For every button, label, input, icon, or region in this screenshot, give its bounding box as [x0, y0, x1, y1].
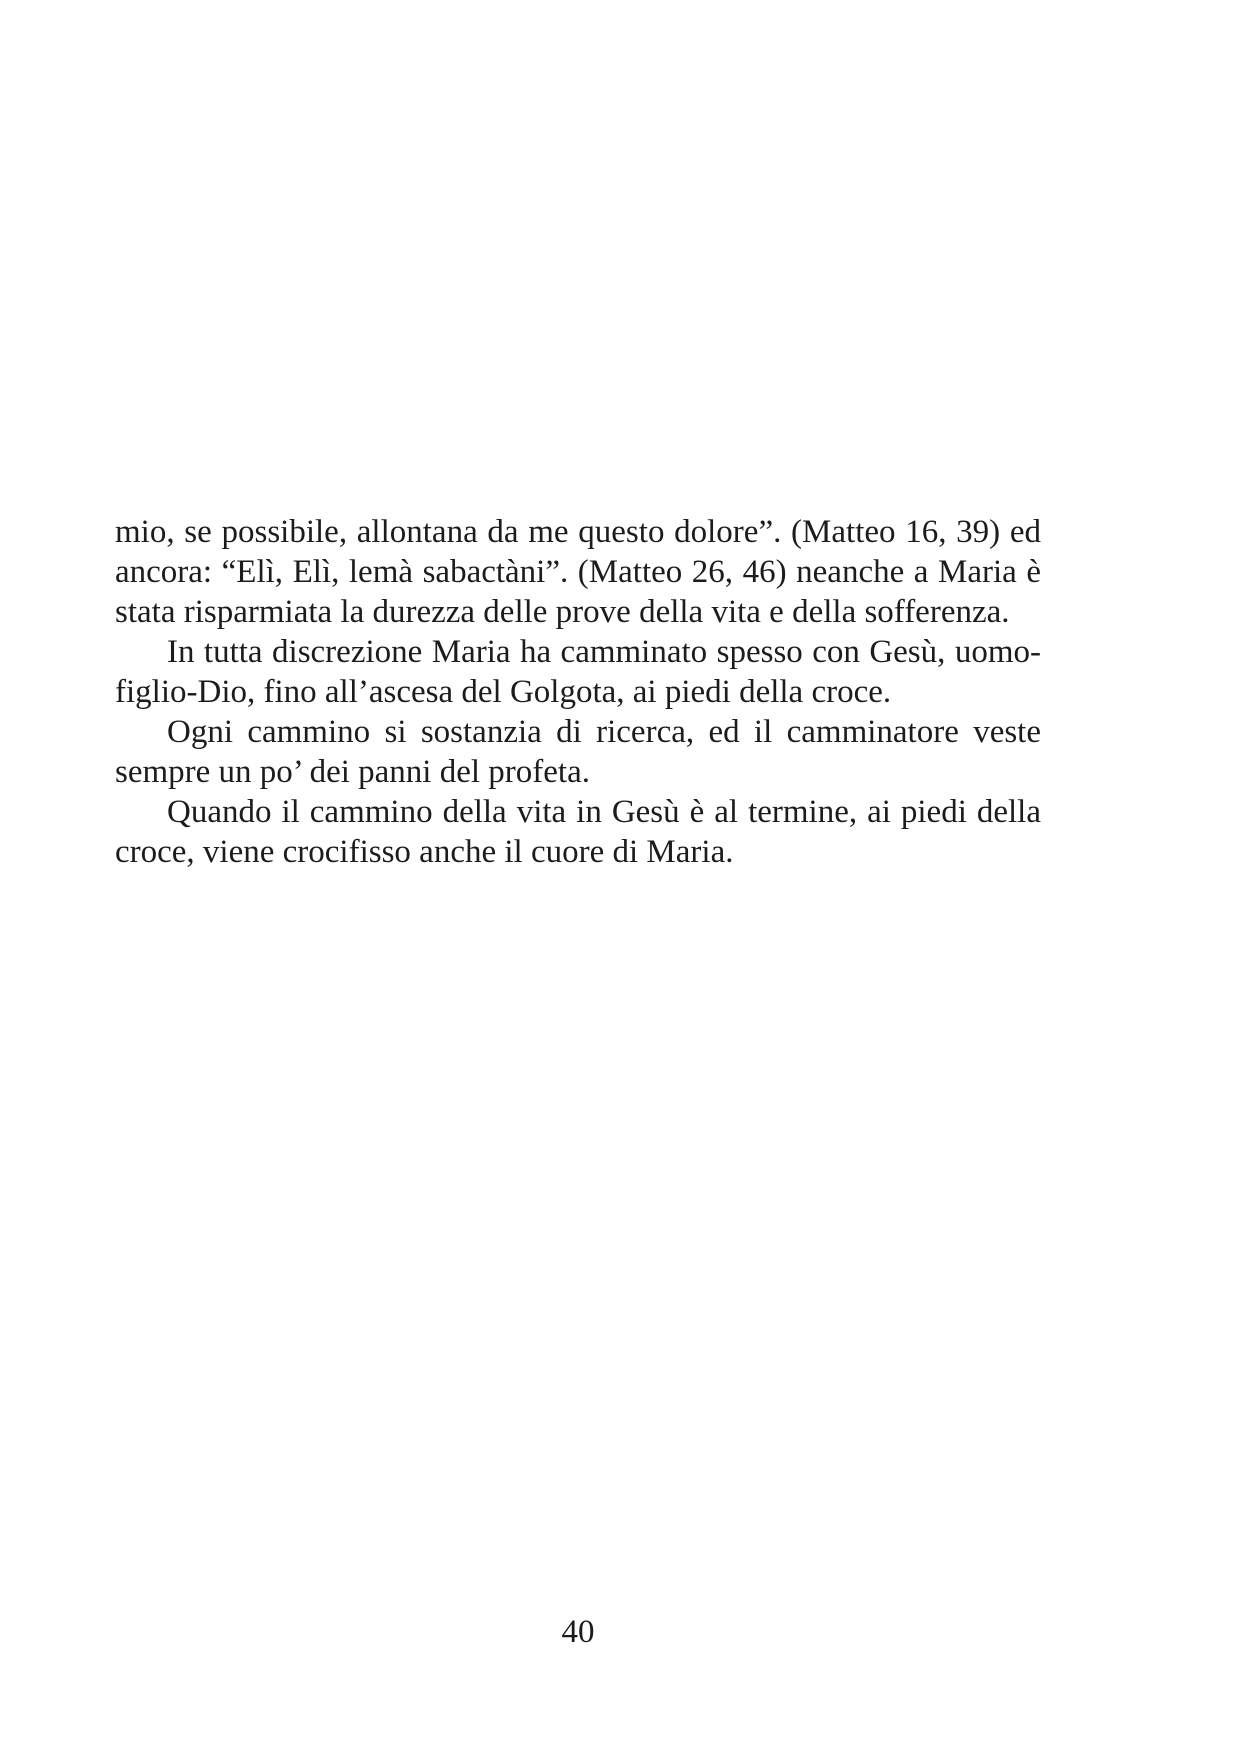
text-line: figlio-Dio, fino all’ascesa del Golgota, ai piedi della croce. [115, 674, 892, 710]
text-line: Quando il cammino della vita in Gesù è al termine, ai piedi della [167, 794, 1041, 830]
paragraph [115, 512, 1041, 632]
page-number: 40 [561, 1614, 595, 1650]
paragraph [115, 712, 1041, 792]
text-line: Ogni cammino si sostanzia di ricerca, ed il camminatore veste [167, 714, 1041, 750]
text-line: stata risparmiata la durezza delle prove della vita e della sofferenza. [115, 594, 1010, 630]
body-text [115, 512, 1041, 872]
paragraph [115, 792, 1041, 872]
text-line: ancora: “Elì, Elì, lemà sabactàni”. (Matteo 26, 46) neanche a Maria è [115, 554, 1041, 590]
text-line: In tutta discrezione Maria ha camminato spesso con Gesù, uomo- [167, 634, 1041, 670]
text-line: croce, viene crocifisso anche il cuore di Maria. [115, 834, 734, 870]
text-line: mio, se possibile, allontana da me questo dolore”. (Matteo 16, 39) ed [115, 514, 1041, 550]
paragraph [115, 632, 1041, 712]
text-line: sempre un po’ dei panni del profeta. [115, 754, 590, 790]
